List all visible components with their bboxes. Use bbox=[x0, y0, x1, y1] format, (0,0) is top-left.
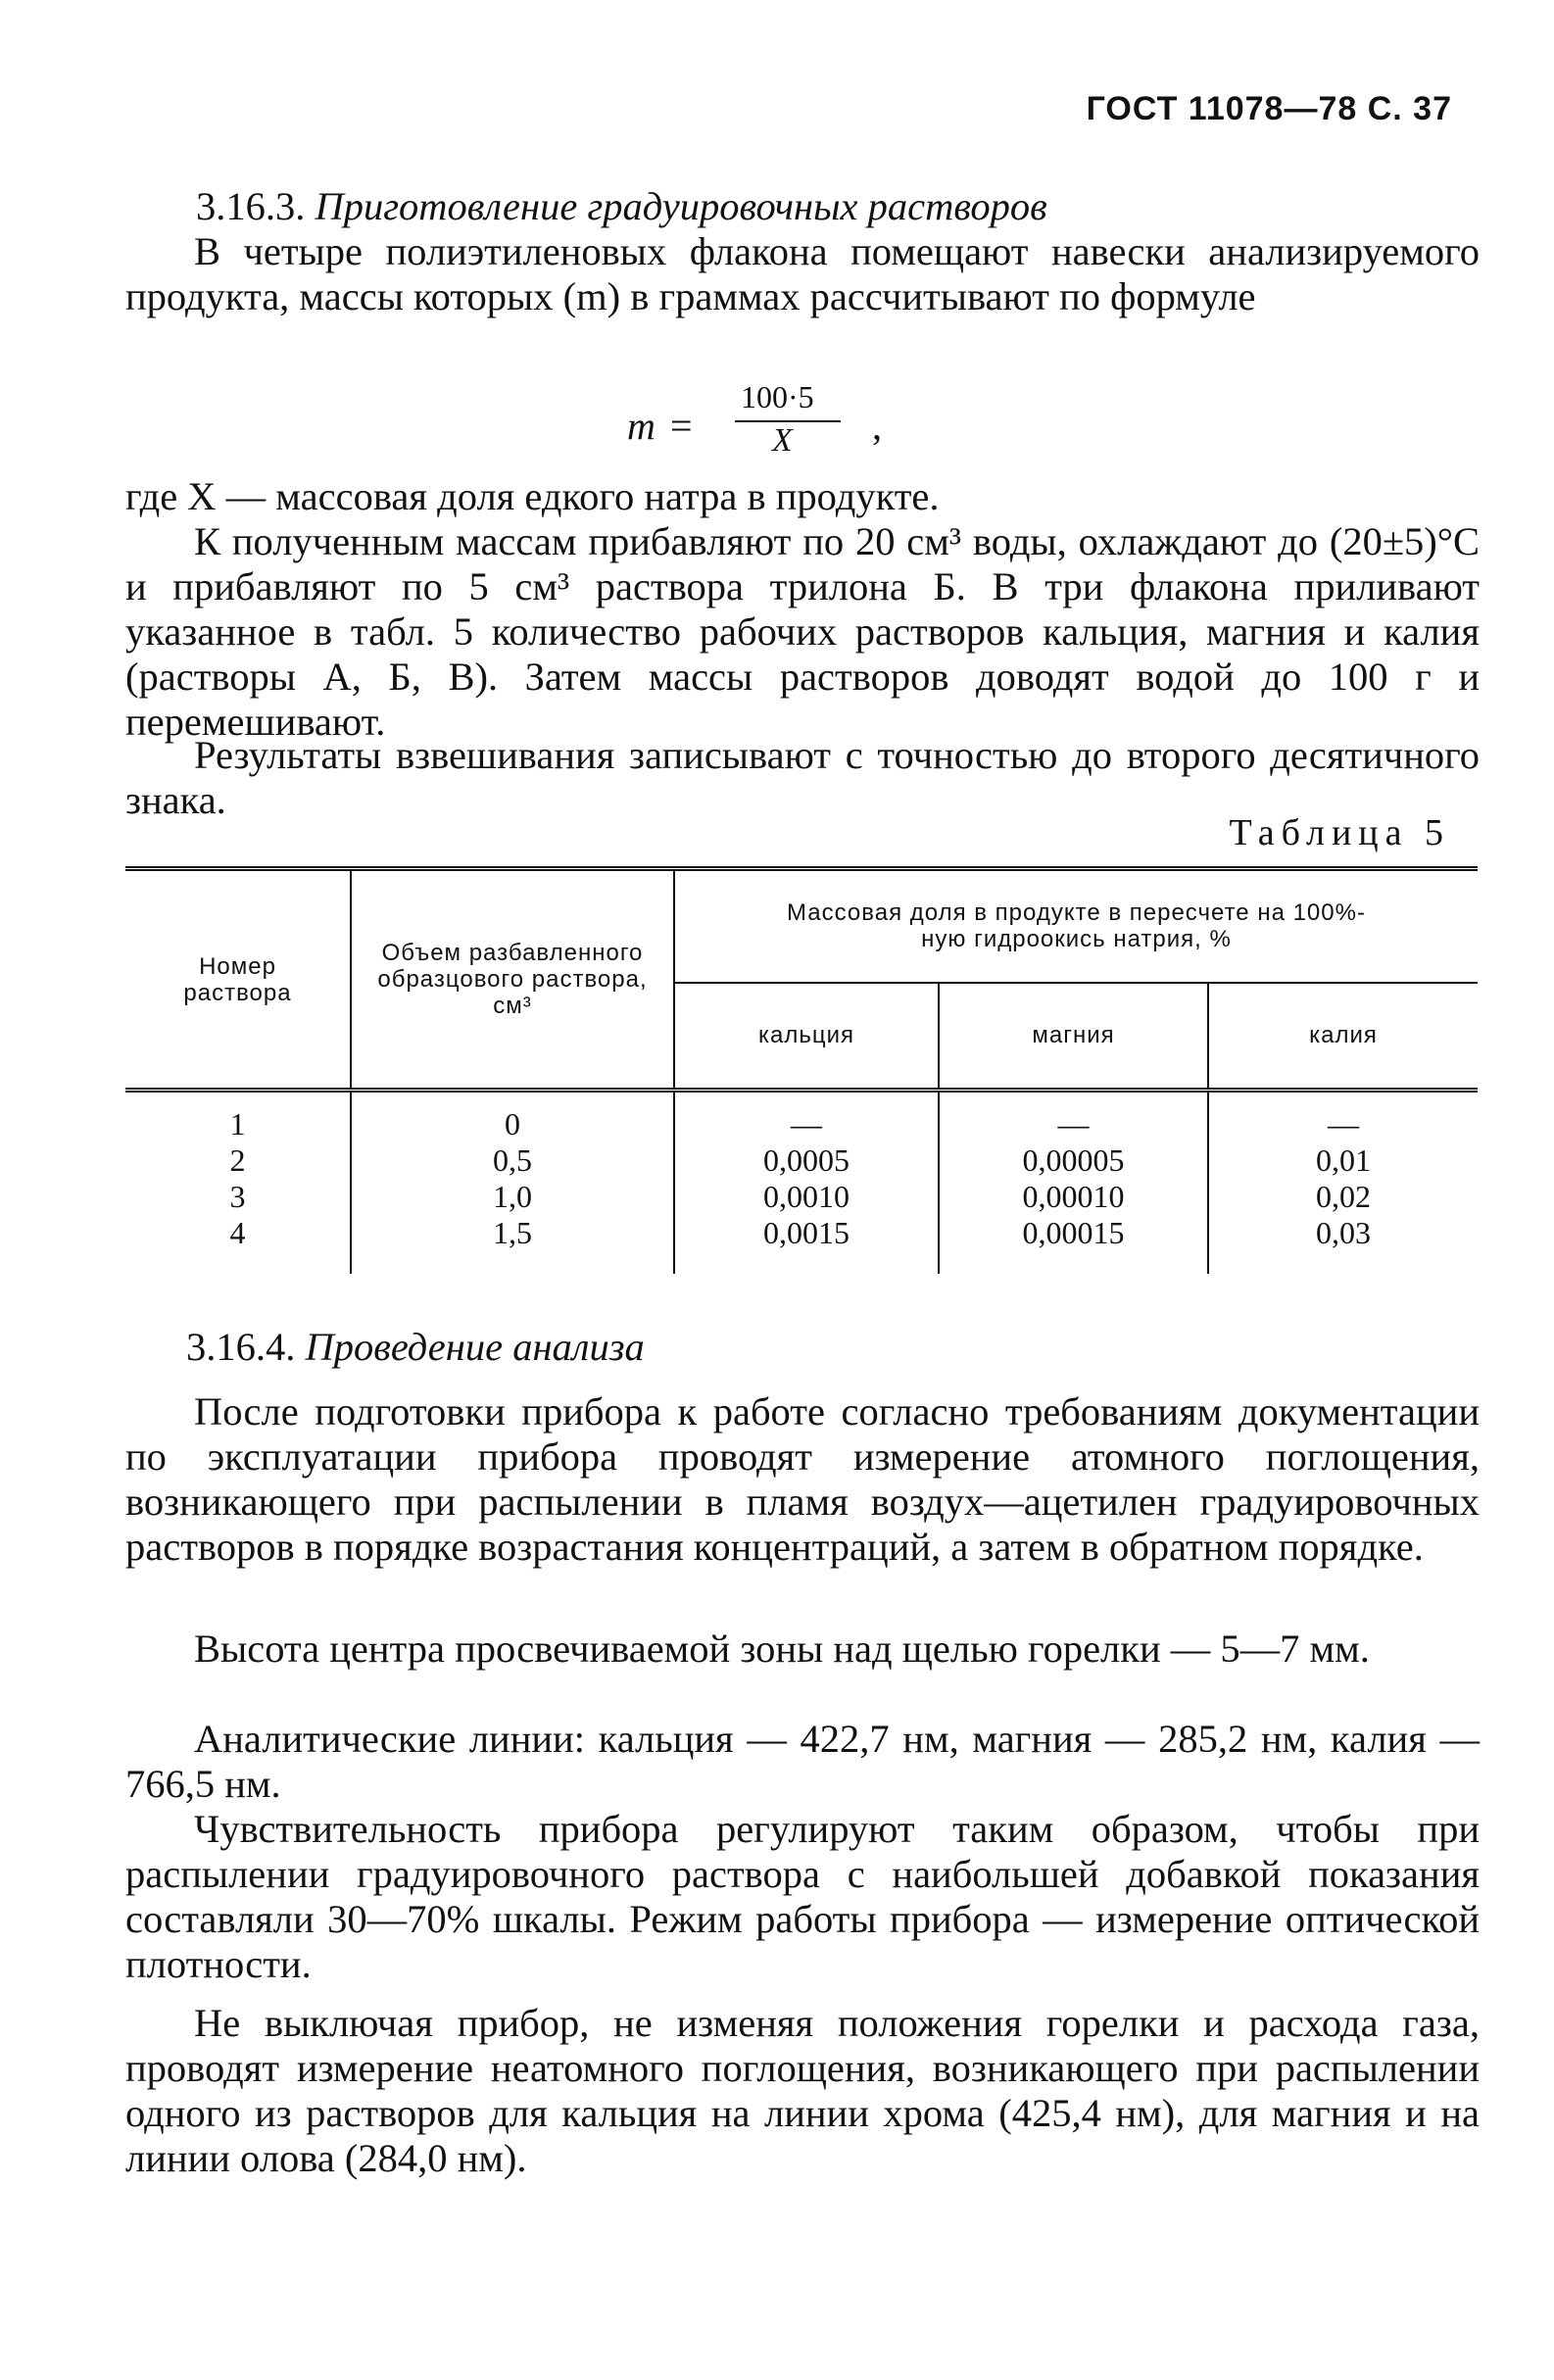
cell: 0,00015 bbox=[939, 1215, 1208, 1274]
formula-equals: = bbox=[670, 404, 693, 448]
cell: 4 bbox=[229, 1215, 246, 1250]
table-label: Таблица 5 bbox=[1229, 812, 1450, 853]
paragraph: Чувствительность прибора регулируют таким образом, чтобы при распылении градуировочного раствора с наибольшей добавкой показания составляли 30—70% шкалы. Режим работы прибора — измерение оптической плотности. bbox=[125, 1807, 1480, 1986]
mass-formula bbox=[627, 377, 921, 465]
header-potassium: калия bbox=[1208, 983, 1478, 1091]
formula-numerator: 100·5 bbox=[741, 379, 814, 414]
cell: 0,0010 bbox=[674, 1179, 939, 1215]
header-magnesium: магния bbox=[939, 983, 1208, 1091]
paragraph: где X — массовая доля едкого натра в продукте. bbox=[125, 474, 940, 518]
table-row bbox=[125, 1142, 1478, 1179]
paragraph: Результаты взвешивания записывают с точностью до второго десятичного знака. bbox=[125, 733, 1480, 822]
cell: — bbox=[939, 1091, 1208, 1143]
running-header: ГОСТ 11078—78 С. 37 bbox=[1086, 90, 1452, 127]
section-number: 3.16.3. bbox=[196, 184, 306, 228]
cell: 0,00010 bbox=[939, 1179, 1208, 1215]
cell: 0,00005 bbox=[939, 1142, 1208, 1179]
cell: 3 bbox=[229, 1179, 246, 1214]
paragraph: Аналитические линии: кальция — 422,7 нм, магния — 285,2 нм, калия — 766,5 нм. bbox=[125, 1717, 1480, 1806]
section-number: 3.16.4. bbox=[186, 1325, 296, 1369]
cell: 0,02 bbox=[1208, 1179, 1478, 1215]
section-heading-3-16-4 bbox=[186, 1325, 1540, 1370]
paragraph: Высота центра просвечиваемой зоны над щелью горелки — 5—7 мм. bbox=[194, 1627, 1370, 1671]
header-mass-fraction: Массовая доля в продукте в пересчете на 100%-ную гидроокись натрия, % bbox=[674, 869, 1478, 983]
formula-comma: , bbox=[872, 404, 882, 448]
cell: — bbox=[1208, 1091, 1478, 1143]
formula-denominator: X bbox=[772, 422, 793, 459]
cell: 2 bbox=[229, 1142, 246, 1178]
cell: 1,5 bbox=[351, 1215, 674, 1274]
cell: 0,5 bbox=[351, 1142, 674, 1179]
table-5 bbox=[125, 866, 1478, 1274]
table-row bbox=[125, 1179, 1478, 1215]
header-number: Номер раствора bbox=[125, 869, 351, 1091]
cell: — bbox=[674, 1091, 939, 1143]
cell: 0,0005 bbox=[674, 1142, 939, 1179]
paragraph: После подготовки прибора к работе согласно требованиям документации по эксплуатации прибора проводят измерение атомного поглощения, возникающего при распылении в пламя воздух—ацетилен градуировочных растворов в порядке возрастания концентраций, а затем в обратном порядке. bbox=[125, 1389, 1480, 1569]
cell: 0 bbox=[351, 1091, 674, 1143]
header-calcium: кальция bbox=[674, 983, 939, 1091]
cell: 0,01 bbox=[1208, 1142, 1478, 1179]
cell: 1,0 bbox=[351, 1179, 674, 1215]
table-row bbox=[125, 1091, 1478, 1143]
paragraph: К полученным массам прибавляют по 20 см³ воды, охлаждают до (20±5)°С и прибавляют по 5 см³ раствора трилона Б. В три флакона приливают указанное в табл. 5 количество рабочих растворов кальция, магния и калия (растворы А, Б, В). Затем массы растворов доводят водой до 100 г и перемешивают. bbox=[125, 519, 1480, 744]
cell: 1 bbox=[229, 1106, 246, 1141]
table-row bbox=[125, 1215, 1478, 1274]
section-title: Приготовление градуировочных растворов bbox=[315, 184, 1047, 228]
cell: 0,0015 bbox=[674, 1215, 939, 1274]
header-volume: Объем разбавленного образцового раствора, см³ bbox=[351, 869, 674, 1091]
paragraph: Не выключая прибор, не изменяя положения горелки и расхода газа, проводят измерение неатомного поглощения, возникающего при распылении одного из растворов для кальция на линии хрома (425,4 нм), для магния и на линии олова (284,0 нм). bbox=[125, 2001, 1480, 2180]
paragraph: В четыре полиэтиленовых флакона помещают навески анализируемого продукта, массы которых (m) в граммах рассчитывают по формуле bbox=[125, 229, 1480, 318]
cell: 0,03 bbox=[1208, 1215, 1478, 1274]
formula-lhs: m bbox=[627, 404, 656, 448]
section-heading-3-16-3 bbox=[196, 184, 1550, 229]
section-title: Проведение анализа bbox=[305, 1325, 645, 1369]
